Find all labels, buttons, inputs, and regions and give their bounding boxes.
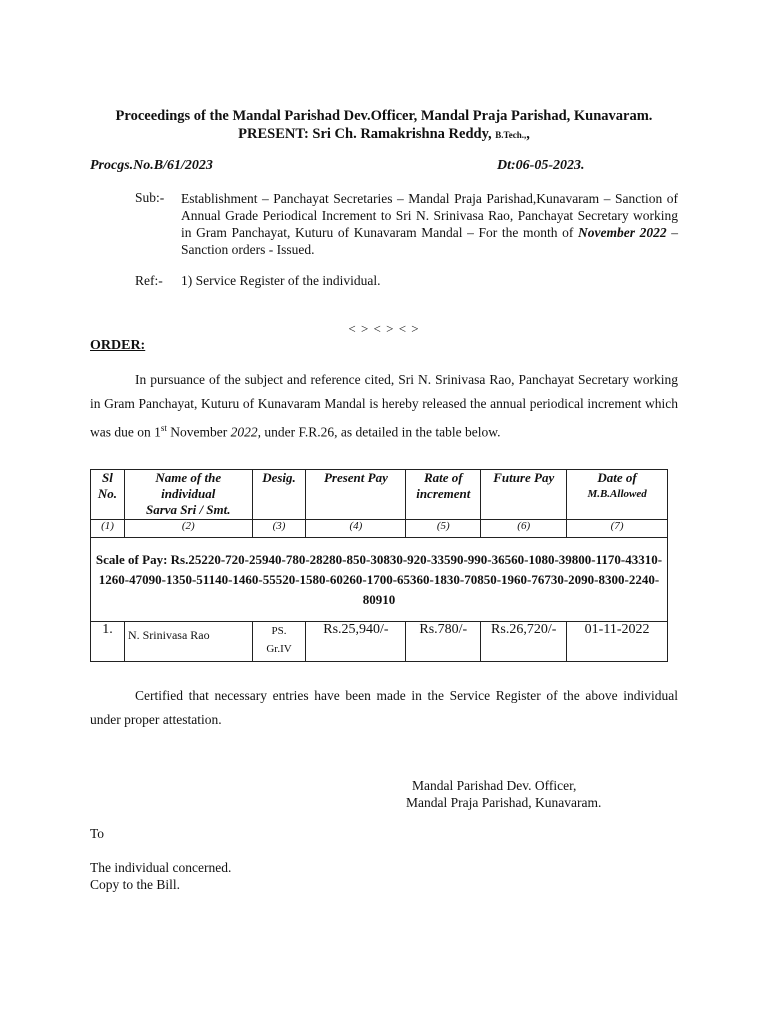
certification-text: Certified that necessary entries have been made in the Service Register of the above individual under proper attestation.: [90, 688, 678, 727]
section-separator: < > < > < >: [348, 321, 420, 336]
header-name-line2: Sarva Sri / Smt.: [145, 502, 231, 517]
order-year: 2022,: [230, 424, 261, 440]
reference-text: 1) Service Register of the individual.: [181, 273, 381, 288]
row-desig: [252, 622, 306, 662]
row-name: N. Srinivasa Rao: [124, 622, 252, 662]
order-paragraph: [90, 368, 678, 445]
col-number: (7): [567, 520, 668, 538]
header-future-pay: Future Pay: [481, 470, 567, 520]
col-number: (3): [252, 520, 306, 538]
table-header-row: [91, 470, 668, 520]
order-text-3: under F.R.26, as detailed in the table below.: [261, 424, 501, 440]
subject-month: November 2022: [578, 225, 667, 240]
header-date: [567, 470, 668, 520]
order-text-2: November: [166, 424, 231, 440]
proceedings-date: Dt:06-05-2023.: [497, 158, 585, 173]
col-number: (6): [481, 520, 567, 538]
present-suffix: ,: [526, 126, 530, 142]
col-number: (2): [124, 520, 252, 538]
order-sup: st: [160, 423, 167, 433]
col-number: (4): [306, 520, 406, 538]
header-present-pay: Present Pay: [306, 470, 406, 520]
to-label: To: [90, 826, 105, 841]
subject-tail: – Sanction orders - Issued.: [181, 225, 678, 257]
row-desig-line1: PS.: [271, 625, 287, 637]
subject-body: Establishment – Panchayat Secretaries – Mandal Praja Parishad,Kunavaram – Sanction of Annual Grade Periodical Increment to Sri N. Srinivasa Rao, Panchayat Secretary working in Gram Panchayat, Kuturu of Kunavaram Mandal – For the month of: [181, 191, 678, 240]
header-sl: Sl No.: [91, 470, 125, 520]
present-officer: [0, 126, 768, 143]
table-row: [91, 622, 668, 662]
recipient-line1: The individual concerned.: [90, 860, 232, 875]
row-sl: 1.: [91, 622, 125, 662]
order-text-1: In pursuance of the subject and reference cited, Sri N. Srinivasa Rao, Panchayat Secretary working in Gram Panchayat, Kuturu of Kunavaram Mandal is hereby released the annual periodical increment which was due on 1: [90, 372, 678, 440]
signature-line1: Mandal Parishad Dev. Officer,: [412, 778, 577, 793]
scale-of-pay: Scale of Pay: Rs.25220-720-25940-780-28280-850-30830-920-33590-990-36560-1080-39800-1170-43310-1260-47090-1350-51140-1460-55520-1580-60260-1700-65360-1830-70850-1960-76730-2090-8300-2240-80910: [91, 538, 668, 622]
proceedings-number: Procgs.No.B/61/2023: [90, 158, 213, 173]
recipient-line2: Copy to the Bill.: [90, 877, 181, 892]
header-desig: Desig.: [252, 470, 306, 520]
row-rate: Rs.780/-: [406, 622, 481, 662]
signature-line2: Mandal Praja Parishad, Kunavaram.: [406, 795, 602, 810]
present-name: PRESENT: Sri Ch. Ramakrishna Reddy,: [238, 126, 492, 142]
order-heading: ORDER:: [90, 338, 146, 353]
col-number: (5): [406, 520, 481, 538]
row-future-pay: Rs.26,720/-: [481, 622, 567, 662]
reference-label: Ref:-: [135, 273, 163, 288]
scale-of-pay-row: [91, 538, 668, 622]
header-date-line2: M.B.Allowed: [587, 488, 647, 500]
increment-table: [90, 469, 668, 662]
header-rate: Rate of increment: [406, 470, 481, 520]
table-column-number-row: [91, 520, 668, 538]
row-date: 01-11-2022: [567, 622, 668, 662]
present-degree: B.Tech.,: [495, 130, 527, 140]
header-date-line1: Date of: [597, 470, 637, 485]
header-name: [124, 470, 252, 520]
subject-text: [181, 190, 678, 258]
col-number: (1): [91, 520, 125, 538]
row-desig-line2: Gr.IV: [266, 643, 292, 655]
row-present-pay: Rs.25,940/-: [306, 622, 406, 662]
document-title: Proceedings of the Mandal Parishad Dev.Officer, Mandal Praja Parishad, Kunavaram.: [115, 108, 653, 124]
header-name-line1: Name of the individual: [155, 470, 222, 501]
subject-label: Sub:-: [135, 190, 165, 205]
